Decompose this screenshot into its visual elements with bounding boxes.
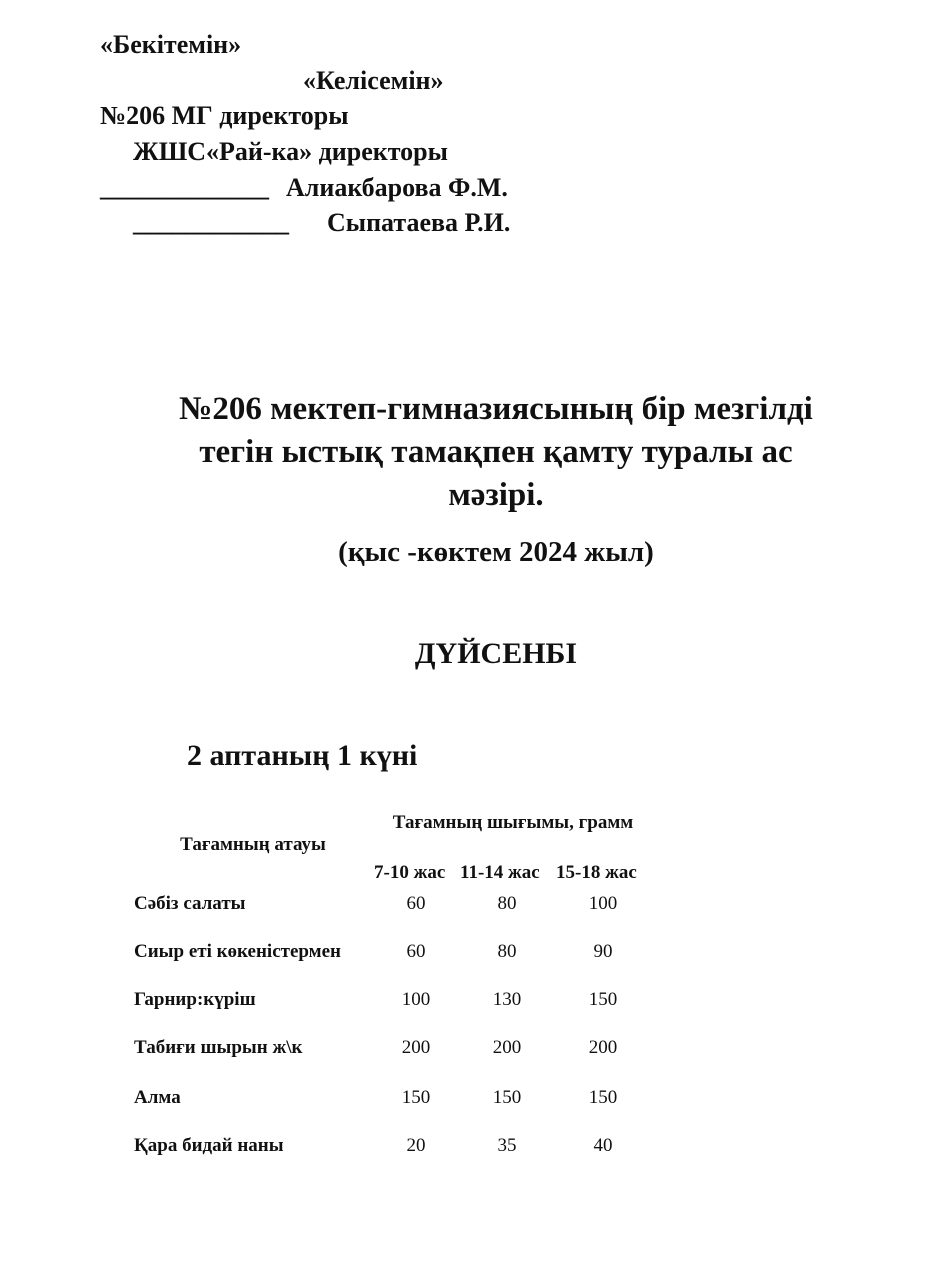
signatory-name: Сыпатаева Р.И. <box>327 208 511 237</box>
portion-value: 150 <box>492 1087 522 1108</box>
portion-value: 130 <box>492 989 522 1010</box>
table-header-age: 11-14 жас <box>460 862 540 883</box>
table-row <box>0 987 926 1013</box>
signature-line-school <box>100 173 508 203</box>
school-director-label: №206 МГ директоры <box>100 101 349 130</box>
title-line: тегін ыстық тамақпен қамту туралы ас <box>199 434 793 470</box>
portion-value: 150 <box>588 989 618 1010</box>
document-title <box>96 388 896 517</box>
portion-value: 150 <box>401 1087 431 1108</box>
signatory-name: Алиакбарова Ф.М. <box>286 173 508 202</box>
weekday-heading: ДҮЙСЕНБІ <box>414 637 578 670</box>
dish-name: Сиыр еті көкеністермен <box>134 941 341 962</box>
title-line: №206 мектеп-гимназиясының бір мезгілді <box>179 391 813 427</box>
portion-value: 80 <box>497 893 517 914</box>
portion-value: 200 <box>588 1037 618 1058</box>
dish-name: Гарнир:күріш <box>134 989 256 1010</box>
dish-name: Табиғи шырын ж\к <box>134 1037 303 1058</box>
table-header-name: Тағамның атауы <box>180 834 326 855</box>
portion-value: 40 <box>593 1135 613 1156</box>
dish-name: Алма <box>134 1087 181 1108</box>
portion-value: 20 <box>406 1135 426 1156</box>
portion-value: 200 <box>492 1037 522 1058</box>
signature-underline: ____________ <box>133 208 289 237</box>
week-day-heading: 2 аптаның 1 күні <box>187 739 418 772</box>
portion-value: 100 <box>401 989 431 1010</box>
portion-value: 150 <box>588 1087 618 1108</box>
signature-line-company <box>133 208 510 238</box>
agree-label: «Келісемін» <box>303 66 444 95</box>
table-header-output: Тағамның шығымы, грамм <box>392 812 634 833</box>
company-director-label: ЖШС«Рай-ка» директоры <box>133 137 448 166</box>
portion-value: 90 <box>593 941 613 962</box>
dish-name: Сәбіз салаты <box>134 893 246 914</box>
title-line: мәзірі. <box>448 477 544 513</box>
portion-value: 60 <box>406 893 426 914</box>
approve-label: «Бекітемін» <box>100 30 242 59</box>
portion-value: 60 <box>406 941 426 962</box>
table-header-age: 7-10 жас <box>374 862 446 883</box>
dish-name: Қара бидай наны <box>134 1135 284 1156</box>
season-subtitle: (қыс -көктем 2024 жыл) <box>338 536 654 568</box>
signature-underline: _____________ <box>100 173 269 202</box>
table-row <box>0 1133 926 1159</box>
table-row <box>0 1085 926 1111</box>
portion-value: 80 <box>497 941 517 962</box>
table-header-age: 15-18 жас <box>556 862 637 883</box>
table-row <box>0 891 926 917</box>
table-row <box>0 939 926 965</box>
portion-value: 35 <box>497 1135 517 1156</box>
portion-value: 100 <box>588 893 618 914</box>
portion-value: 200 <box>401 1037 431 1058</box>
table-row <box>0 1035 926 1061</box>
